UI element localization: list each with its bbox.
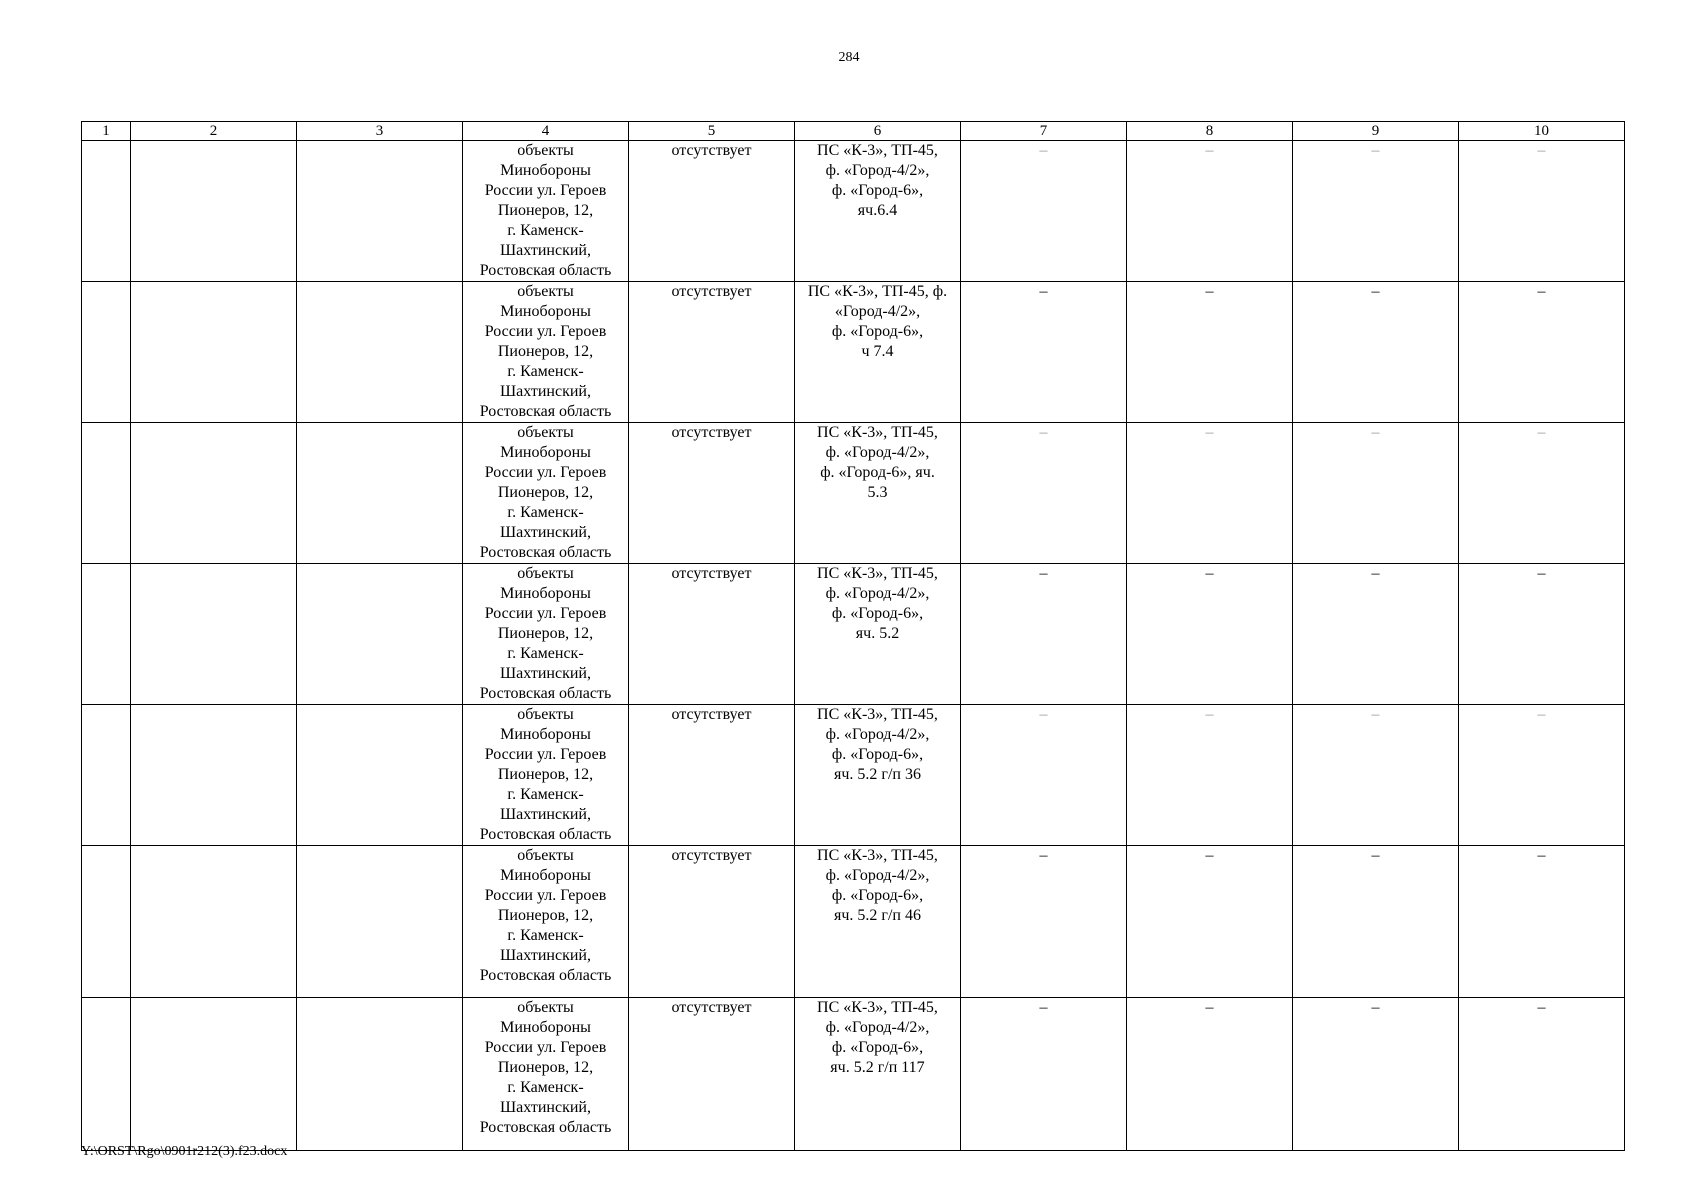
- dash-mark: –: [1371, 565, 1380, 582]
- dash-mark: –: [1205, 142, 1214, 159]
- address-line: России ул. Героев: [484, 887, 607, 904]
- cell-col2: [131, 282, 297, 423]
- connection-line: ф. «Город-4/2»,: [825, 444, 930, 461]
- table-row: [82, 282, 1625, 423]
- cell-status: [629, 564, 795, 705]
- dash-mark: –: [1039, 142, 1048, 159]
- cell-col8: [1127, 846, 1293, 998]
- address-line: Минобороны: [500, 726, 591, 743]
- footer-file-path: Y:\ORST\Rgo\0901r212(3).f23.docx: [81, 1144, 288, 1159]
- cell-connection-point: [795, 564, 961, 705]
- cell-col9: [1293, 564, 1459, 705]
- address-line: объекты: [517, 283, 574, 300]
- dash-mark: –: [1537, 424, 1546, 441]
- cell-col3: [297, 282, 463, 423]
- connection-line: ПС «К-3», ТП-45,: [817, 424, 938, 441]
- status-text: отсутствует: [671, 847, 752, 864]
- dash-mark: –: [1205, 424, 1214, 441]
- cell-connection-point: [795, 282, 961, 423]
- address-line: объекты: [517, 424, 574, 441]
- dash-mark: –: [1371, 999, 1380, 1016]
- cell-col8: [1127, 705, 1293, 846]
- cell-status: [629, 141, 795, 282]
- cell-col10: [1459, 998, 1625, 1151]
- connection-line: ч 7.4: [861, 343, 894, 360]
- dash-mark: –: [1205, 847, 1214, 864]
- connection-line: яч. 5.2 г/п 36: [834, 766, 921, 783]
- cell-connection-point: [795, 141, 961, 282]
- dash-mark: –: [1537, 142, 1546, 159]
- cell-col2: [131, 998, 297, 1151]
- cell-status: [629, 282, 795, 423]
- cell-status: [629, 423, 795, 564]
- status-text: отсутствует: [671, 283, 752, 300]
- address-line: Пионеров, 12,: [497, 343, 594, 360]
- address-line: Ростовская область: [479, 262, 612, 279]
- address-line: Пионеров, 12,: [497, 625, 594, 642]
- cell-col9: [1293, 141, 1459, 282]
- address-line: Минобороны: [500, 585, 591, 602]
- address-line: России ул. Героев: [484, 1039, 607, 1056]
- cell-col10: [1459, 141, 1625, 282]
- address-line: Шахтинский,: [500, 383, 591, 400]
- cell-object-address: [463, 141, 629, 282]
- connection-line: яч. 5.2 г/п 46: [834, 907, 921, 924]
- cell-connection-point: [795, 705, 961, 846]
- cell-col10: [1459, 846, 1625, 998]
- address-line: России ул. Героев: [484, 182, 607, 199]
- cell-col1: [82, 705, 131, 846]
- connection-line: ф. «Город-6»,: [831, 746, 924, 763]
- address-line: Шахтинский,: [500, 806, 591, 823]
- address-line: Ростовская область: [479, 1119, 612, 1136]
- cell-status: [629, 998, 795, 1151]
- address-line: Пионеров, 12,: [497, 202, 594, 219]
- column-header: 5: [629, 122, 795, 141]
- cell-connection-point: [795, 998, 961, 1151]
- status-text: отсутствует: [671, 706, 752, 723]
- cell-col8: [1127, 282, 1293, 423]
- cell-connection-point: [795, 846, 961, 998]
- dash-mark: –: [1205, 999, 1214, 1016]
- cell-col3: [297, 998, 463, 1151]
- address-line: России ул. Героев: [484, 323, 607, 340]
- dash-mark: –: [1205, 565, 1214, 582]
- connection-line: ф. «Город-4/2»,: [825, 162, 930, 179]
- address-line: г. Каменск-: [507, 1079, 584, 1096]
- cell-col3: [297, 705, 463, 846]
- cell-col9: [1293, 705, 1459, 846]
- dash-mark: –: [1039, 283, 1048, 300]
- cell-col8: [1127, 423, 1293, 564]
- connection-line: ф. «Город-6»,: [831, 323, 924, 340]
- dash-mark: –: [1039, 999, 1048, 1016]
- address-line: России ул. Героев: [484, 464, 607, 481]
- connection-line: ПС «К-3», ТП-45,: [817, 142, 938, 159]
- address-line: Ростовская область: [479, 685, 612, 702]
- column-header: 2: [131, 122, 297, 141]
- dash-mark: –: [1039, 424, 1048, 441]
- address-line: Пионеров, 12,: [497, 766, 594, 783]
- address-line: Минобороны: [500, 444, 591, 461]
- cell-col3: [297, 141, 463, 282]
- dash-mark: –: [1039, 706, 1048, 723]
- cell-connection-point: [795, 423, 961, 564]
- cell-col1: [82, 998, 131, 1151]
- address-line: г. Каменск-: [507, 363, 584, 380]
- connection-line: ф. «Город-4/2»,: [825, 1019, 930, 1036]
- dash-mark: –: [1537, 847, 1546, 864]
- cell-col2: [131, 423, 297, 564]
- column-header: 10: [1459, 122, 1625, 141]
- cell-object-address: [463, 705, 629, 846]
- table-row: [82, 564, 1625, 705]
- address-line: Минобороны: [500, 303, 591, 320]
- address-line: Шахтинский,: [500, 1099, 591, 1116]
- cell-object-address: [463, 423, 629, 564]
- address-line: г. Каменск-: [507, 222, 584, 239]
- table-row: [82, 998, 1625, 1151]
- address-line: объекты: [517, 565, 574, 582]
- cell-col2: [131, 705, 297, 846]
- cell-col10: [1459, 423, 1625, 564]
- column-header: 6: [795, 122, 961, 141]
- cell-col7: [961, 846, 1127, 998]
- address-line: Пионеров, 12,: [497, 484, 594, 501]
- cell-col3: [297, 423, 463, 564]
- dash-mark: –: [1371, 424, 1380, 441]
- address-line: объекты: [517, 706, 574, 723]
- column-header: 7: [961, 122, 1127, 141]
- column-header: 3: [297, 122, 463, 141]
- address-line: Ростовская область: [479, 826, 612, 843]
- address-line: г. Каменск-: [507, 504, 584, 521]
- connection-line: ф. «Город-6»,: [831, 887, 924, 904]
- cell-col10: [1459, 705, 1625, 846]
- column-header: 1: [82, 122, 131, 141]
- cell-col7: [961, 998, 1127, 1151]
- dash-mark: –: [1537, 283, 1546, 300]
- cell-col2: [131, 141, 297, 282]
- table-row: [82, 141, 1625, 282]
- address-line: Шахтинский,: [500, 242, 591, 259]
- cell-col7: [961, 564, 1127, 705]
- cell-col3: [297, 846, 463, 998]
- dash-mark: –: [1371, 847, 1380, 864]
- connection-line: «Город-4/2»,: [834, 303, 921, 320]
- status-text: отсутствует: [671, 142, 752, 159]
- dash-mark: –: [1537, 999, 1546, 1016]
- status-text: отсутствует: [671, 565, 752, 582]
- cell-col7: [961, 705, 1127, 846]
- cell-object-address: [463, 282, 629, 423]
- cell-col9: [1293, 998, 1459, 1151]
- header-row: [82, 122, 1625, 141]
- connection-line: ПС «К-3», ТП-45,: [817, 847, 938, 864]
- dash-mark: –: [1039, 565, 1048, 582]
- cell-status: [629, 705, 795, 846]
- connection-line: ПС «К-3», ТП-45,: [817, 565, 938, 582]
- connection-line: ПС «К-3», ТП-45,: [817, 706, 938, 723]
- dash-mark: –: [1537, 706, 1546, 723]
- cell-col1: [82, 564, 131, 705]
- table-row: [82, 846, 1625, 998]
- address-line: Шахтинский,: [500, 665, 591, 682]
- cell-col2: [131, 846, 297, 998]
- table-row: [82, 423, 1625, 564]
- dash-mark: –: [1371, 283, 1380, 300]
- cell-col2: [131, 564, 297, 705]
- cell-col8: [1127, 564, 1293, 705]
- connection-line: ф. «Город-4/2»,: [825, 726, 930, 743]
- connection-line: ф. «Город-6»,: [831, 605, 924, 622]
- connection-line: ПС «К-3», ТП-45, ф.: [807, 283, 948, 300]
- cell-object-address: [463, 564, 629, 705]
- address-line: Минобороны: [500, 1019, 591, 1036]
- connection-line: ф. «Город-6», яч.: [820, 464, 935, 481]
- address-line: Шахтинский,: [500, 947, 591, 964]
- cell-col7: [961, 141, 1127, 282]
- data-table: [81, 121, 1625, 1151]
- address-line: объекты: [517, 142, 574, 159]
- address-line: России ул. Героев: [484, 746, 607, 763]
- address-line: Ростовская область: [479, 967, 612, 984]
- cell-status: [629, 846, 795, 998]
- address-line: России ул. Героев: [484, 605, 607, 622]
- address-line: объекты: [517, 847, 574, 864]
- dash-mark: –: [1537, 565, 1546, 582]
- cell-col9: [1293, 846, 1459, 998]
- table-row: [82, 705, 1625, 846]
- cell-col1: [82, 846, 131, 998]
- column-header: 4: [463, 122, 629, 141]
- cell-col10: [1459, 564, 1625, 705]
- column-header: 8: [1127, 122, 1293, 141]
- connection-line: ф. «Город-6»,: [831, 182, 924, 199]
- connection-line: ПС «К-3», ТП-45,: [817, 999, 938, 1016]
- cell-col1: [82, 423, 131, 564]
- dash-mark: –: [1039, 847, 1048, 864]
- address-line: объекты: [517, 999, 574, 1016]
- address-line: г. Каменск-: [507, 927, 584, 944]
- dash-mark: –: [1205, 283, 1214, 300]
- connection-line: яч.6.4: [857, 202, 898, 219]
- address-line: Пионеров, 12,: [497, 907, 594, 924]
- address-line: Минобороны: [500, 867, 591, 884]
- dash-mark: –: [1371, 142, 1380, 159]
- cell-col1: [82, 141, 131, 282]
- cell-col8: [1127, 998, 1293, 1151]
- connection-line: ф. «Город-6»,: [831, 1039, 924, 1056]
- cell-col10: [1459, 282, 1625, 423]
- connection-line: ф. «Город-4/2»,: [825, 585, 930, 602]
- address-line: Ростовская область: [479, 403, 612, 420]
- status-text: отсутствует: [671, 999, 752, 1016]
- status-text: отсутствует: [671, 424, 752, 441]
- dash-mark: –: [1371, 706, 1380, 723]
- dash-mark: –: [1205, 706, 1214, 723]
- address-line: г. Каменск-: [507, 786, 584, 803]
- page-number: 284: [838, 50, 860, 65]
- cell-col9: [1293, 423, 1459, 564]
- cell-object-address: [463, 846, 629, 998]
- cell-col3: [297, 564, 463, 705]
- cell-col1: [82, 282, 131, 423]
- cell-col7: [961, 282, 1127, 423]
- cell-col9: [1293, 282, 1459, 423]
- address-line: Шахтинский,: [500, 524, 591, 541]
- address-line: Минобороны: [500, 162, 591, 179]
- cell-col7: [961, 423, 1127, 564]
- address-line: г. Каменск-: [507, 645, 584, 662]
- column-header: 9: [1293, 122, 1459, 141]
- connection-line: ф. «Город-4/2»,: [825, 867, 930, 884]
- connection-line: яч. 5.2: [855, 625, 900, 642]
- connection-line: яч. 5.2 г/п 117: [830, 1059, 925, 1076]
- address-line: Ростовская область: [479, 544, 612, 561]
- connection-line: 5.3: [867, 484, 888, 501]
- address-line: Пионеров, 12,: [497, 1059, 594, 1076]
- cell-col8: [1127, 141, 1293, 282]
- cell-object-address: [463, 998, 629, 1151]
